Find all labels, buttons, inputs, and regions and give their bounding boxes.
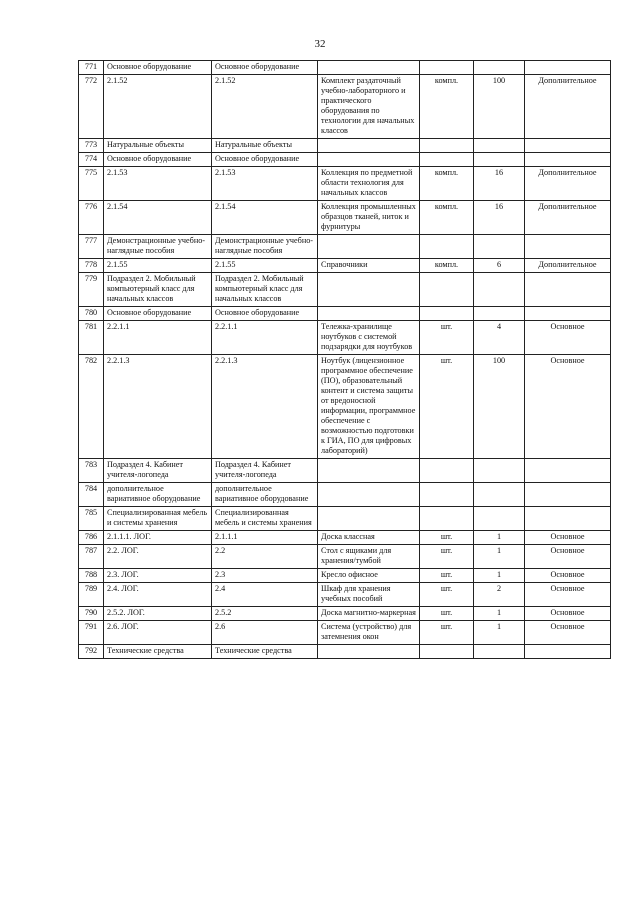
reference-code-cell: 2.1.1.1 <box>212 531 318 545</box>
section-code-cell: дополнительное вариативное оборудование <box>104 483 212 507</box>
row-number-cell: 780 <box>79 307 104 321</box>
reference-code-cell: 2.2 <box>212 545 318 569</box>
unit-of-measure-cell <box>420 307 474 321</box>
equipment-type-cell <box>525 153 611 167</box>
quantity-cell: 16 <box>474 167 525 201</box>
table-row <box>79 355 611 459</box>
row-number-cell: 771 <box>79 61 104 75</box>
unit-of-measure-cell <box>420 61 474 75</box>
unit-of-measure-cell <box>420 153 474 167</box>
reference-code-cell: 2.2.1.1 <box>212 321 318 355</box>
quantity-cell <box>474 483 525 507</box>
unit-of-measure-cell: компл. <box>420 75 474 139</box>
unit-of-measure-cell: шт. <box>420 569 474 583</box>
quantity-cell <box>474 153 525 167</box>
table-row <box>79 483 611 507</box>
reference-code-cell: дополнительное вариативное оборудование <box>212 483 318 507</box>
quantity-cell: 1 <box>474 545 525 569</box>
unit-of-measure-cell <box>420 645 474 659</box>
section-code-cell: Подраздел 2. Мобильный компьютерный класс для начальных классов <box>104 273 212 307</box>
quantity-cell <box>474 459 525 483</box>
item-name-cell: Доска классная <box>318 531 420 545</box>
item-name-cell <box>318 507 420 531</box>
section-code-cell: Специализированная мебель и системы хранения <box>104 507 212 531</box>
item-name-cell <box>318 307 420 321</box>
section-code-cell: 2.6. ЛОГ. <box>104 621 212 645</box>
item-name-cell: Коллекция промышленных образцов тканей, ниток и фурнитуры <box>318 201 420 235</box>
unit-of-measure-cell: компл. <box>420 201 474 235</box>
section-code-cell: 2.4. ЛОГ. <box>104 583 212 607</box>
reference-code-cell: Натуральные объекты <box>212 139 318 153</box>
quantity-cell: 100 <box>474 75 525 139</box>
table-row <box>79 459 611 483</box>
row-number-cell: 792 <box>79 645 104 659</box>
table-row <box>79 167 611 201</box>
item-name-cell: Шкаф для хранения учебных пособий <box>318 583 420 607</box>
quantity-cell: 16 <box>474 201 525 235</box>
quantity-cell: 1 <box>474 531 525 545</box>
item-name-cell: Ноутбук (лицензионное программное обеспечение (ПО), образовательный контент и система защиты от вредоносной информации, программное обеспечение с возможностью подготовки к ГИА, ПО для цифровых лабораторий) <box>318 355 420 459</box>
reference-code-cell: 2.3 <box>212 569 318 583</box>
quantity-cell: 2 <box>474 583 525 607</box>
unit-of-measure-cell: компл. <box>420 167 474 201</box>
row-number-cell: 789 <box>79 583 104 607</box>
section-code-cell: Подраздел 4. Кабинет учителя-логопеда <box>104 459 212 483</box>
table-row <box>79 569 611 583</box>
unit-of-measure-cell: шт. <box>420 583 474 607</box>
equipment-type-cell <box>525 139 611 153</box>
table-row <box>79 75 611 139</box>
equipment-type-cell: Дополнительное <box>525 201 611 235</box>
table-row <box>79 153 611 167</box>
table-row <box>79 531 611 545</box>
section-code-cell: 2.5.2. ЛОГ. <box>104 607 212 621</box>
row-number-cell: 785 <box>79 507 104 531</box>
quantity-cell: 1 <box>474 569 525 583</box>
table-row <box>79 645 611 659</box>
unit-of-measure-cell <box>420 235 474 259</box>
row-number-cell: 774 <box>79 153 104 167</box>
row-number-cell: 779 <box>79 273 104 307</box>
equipment-type-cell <box>525 645 611 659</box>
reference-code-cell: 2.5.2 <box>212 607 318 621</box>
equipment-type-cell <box>525 273 611 307</box>
section-code-cell: 2.1.1.1. ЛОГ. <box>104 531 212 545</box>
quantity-cell <box>474 139 525 153</box>
reference-code-cell: 2.1.52 <box>212 75 318 139</box>
equipment-table <box>78 60 611 659</box>
row-number-cell: 783 <box>79 459 104 483</box>
reference-code-cell: 2.6 <box>212 621 318 645</box>
quantity-cell: 1 <box>474 607 525 621</box>
unit-of-measure-cell: компл. <box>420 259 474 273</box>
item-name-cell <box>318 273 420 307</box>
section-code-cell: 2.1.52 <box>104 75 212 139</box>
reference-code-cell: Основное оборудование <box>212 153 318 167</box>
equipment-type-cell <box>525 507 611 531</box>
row-number-cell: 782 <box>79 355 104 459</box>
equipment-type-cell: Дополнительное <box>525 259 611 273</box>
unit-of-measure-cell <box>420 273 474 307</box>
item-name-cell: Справочники <box>318 259 420 273</box>
table-row <box>79 321 611 355</box>
quantity-cell <box>474 273 525 307</box>
quantity-cell: 4 <box>474 321 525 355</box>
quantity-cell <box>474 235 525 259</box>
unit-of-measure-cell: шт. <box>420 607 474 621</box>
unit-of-measure-cell: шт. <box>420 355 474 459</box>
section-code-cell: 2.2.1.1 <box>104 321 212 355</box>
reference-code-cell: Технические средства <box>212 645 318 659</box>
reference-code-cell: 2.1.54 <box>212 201 318 235</box>
item-name-cell <box>318 139 420 153</box>
section-code-cell: 2.3. ЛОГ. <box>104 569 212 583</box>
table-row <box>79 545 611 569</box>
unit-of-measure-cell: шт. <box>420 531 474 545</box>
reference-code-cell: 2.1.53 <box>212 167 318 201</box>
equipment-type-cell: Основное <box>525 569 611 583</box>
row-number-cell: 775 <box>79 167 104 201</box>
row-number-cell: 784 <box>79 483 104 507</box>
section-code-cell: Основное оборудование <box>104 307 212 321</box>
quantity-cell: 100 <box>474 355 525 459</box>
row-number-cell: 788 <box>79 569 104 583</box>
table-row <box>79 607 611 621</box>
item-name-cell <box>318 153 420 167</box>
page-number: 32 <box>314 38 326 50</box>
quantity-cell: 6 <box>474 259 525 273</box>
item-name-cell: Стол с ящиками для хранения/тумбой <box>318 545 420 569</box>
table-row <box>79 235 611 259</box>
unit-of-measure-cell <box>420 139 474 153</box>
table-row <box>79 201 611 235</box>
equipment-type-cell: Основное <box>525 607 611 621</box>
equipment-type-cell <box>525 235 611 259</box>
section-code-cell: 2.1.55 <box>104 259 212 273</box>
unit-of-measure-cell <box>420 507 474 531</box>
table-row <box>79 583 611 607</box>
table-row <box>79 61 611 75</box>
row-number-cell: 786 <box>79 531 104 545</box>
item-name-cell: Кресло офисное <box>318 569 420 583</box>
quantity-cell <box>474 61 525 75</box>
equipment-type-cell: Основное <box>525 583 611 607</box>
section-code-cell: Основное оборудование <box>104 153 212 167</box>
item-name-cell: Комплект раздаточный учебно-лабораторного и практического оборудования по технологии для начальных классов <box>318 75 420 139</box>
equipment-type-cell <box>525 307 611 321</box>
section-code-cell: Демонстрационные учебно-наглядные пособия <box>104 235 212 259</box>
reference-code-cell: 2.4 <box>212 583 318 607</box>
item-name-cell <box>318 459 420 483</box>
item-name-cell: Система (устройство) для затемнения окон <box>318 621 420 645</box>
reference-code-cell: Специализированная мебель и системы хранения <box>212 507 318 531</box>
quantity-cell: 1 <box>474 621 525 645</box>
reference-code-cell: Подраздел 2. Мобильный компьютерный класс для начальных классов <box>212 273 318 307</box>
table-row <box>79 621 611 645</box>
unit-of-measure-cell <box>420 483 474 507</box>
unit-of-measure-cell: шт. <box>420 545 474 569</box>
reference-code-cell: Подраздел 4. Кабинет учителя-логопеда <box>212 459 318 483</box>
row-number-cell: 772 <box>79 75 104 139</box>
section-code-cell: 2.1.54 <box>104 201 212 235</box>
item-name-cell <box>318 235 420 259</box>
section-code-cell: 2.1.53 <box>104 167 212 201</box>
section-code-cell: 2.2.1.3 <box>104 355 212 459</box>
section-code-cell: 2.2. ЛОГ. <box>104 545 212 569</box>
equipment-type-cell: Дополнительное <box>525 167 611 201</box>
quantity-cell <box>474 507 525 531</box>
unit-of-measure-cell <box>420 459 474 483</box>
row-number-cell: 778 <box>79 259 104 273</box>
equipment-type-cell <box>525 61 611 75</box>
section-code-cell: Основное оборудование <box>104 61 212 75</box>
equipment-type-cell: Основное <box>525 355 611 459</box>
item-name-cell <box>318 645 420 659</box>
section-code-cell: Натуральные объекты <box>104 139 212 153</box>
equipment-type-cell <box>525 459 611 483</box>
row-number-cell: 777 <box>79 235 104 259</box>
equipment-type-cell: Основное <box>525 531 611 545</box>
reference-code-cell: 2.2.1.3 <box>212 355 318 459</box>
item-name-cell <box>318 483 420 507</box>
equipment-type-cell: Основное <box>525 545 611 569</box>
equipment-type-cell: Основное <box>525 321 611 355</box>
reference-code-cell: Основное оборудование <box>212 307 318 321</box>
item-name-cell <box>318 61 420 75</box>
row-number-cell: 787 <box>79 545 104 569</box>
row-number-cell: 781 <box>79 321 104 355</box>
reference-code-cell: Основное оборудование <box>212 61 318 75</box>
reference-code-cell: 2.1.55 <box>212 259 318 273</box>
unit-of-measure-cell: шт. <box>420 621 474 645</box>
quantity-cell <box>474 307 525 321</box>
equipment-type-cell: Основное <box>525 621 611 645</box>
table-row <box>79 139 611 153</box>
row-number-cell: 791 <box>79 621 104 645</box>
row-number-cell: 773 <box>79 139 104 153</box>
section-code-cell: Технические средства <box>104 645 212 659</box>
unit-of-measure-cell: шт. <box>420 321 474 355</box>
row-number-cell: 776 <box>79 201 104 235</box>
table-row <box>79 307 611 321</box>
equipment-type-cell <box>525 483 611 507</box>
item-name-cell: Коллекция по предметной области технология для начальных классов <box>318 167 420 201</box>
table-row <box>79 259 611 273</box>
item-name-cell: Тележка-хранилище ноутбуков с системой подзарядки для ноутбуков <box>318 321 420 355</box>
quantity-cell <box>474 645 525 659</box>
reference-code-cell: Демонстрационные учебно-наглядные пособия <box>212 235 318 259</box>
equipment-type-cell: Дополнительное <box>525 75 611 139</box>
item-name-cell: Доска магнитно-маркерная <box>318 607 420 621</box>
table-row <box>79 507 611 531</box>
table-row <box>79 273 611 307</box>
row-number-cell: 790 <box>79 607 104 621</box>
